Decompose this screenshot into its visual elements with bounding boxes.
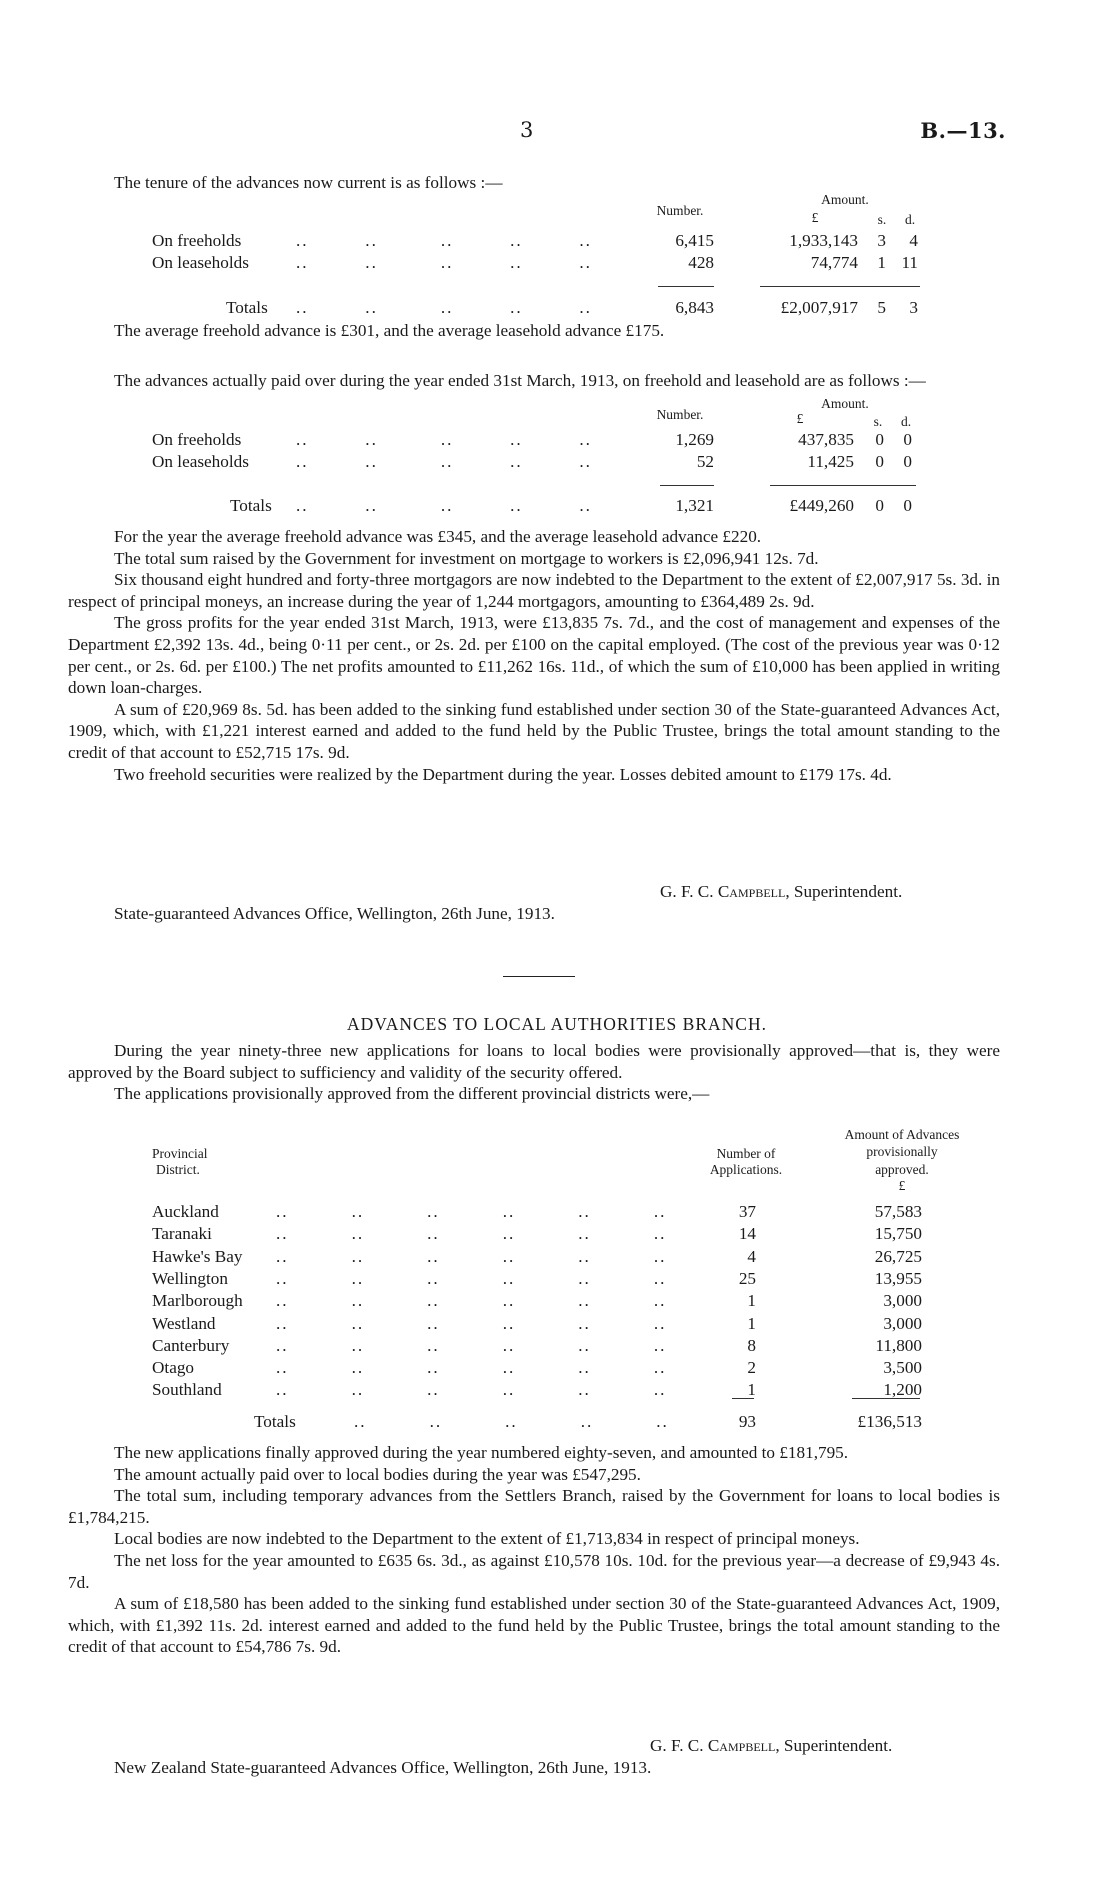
leader-dots: .. .. .. .. .. .. [276, 1246, 667, 1266]
table-cell-amount: 3,500 [883, 1358, 922, 1378]
table-row-district: Canterbury [152, 1335, 230, 1355]
table-row-district: Auckland [152, 1202, 219, 1221]
paragraph: The total sum raised by the Government for investment on mortgage to workers is £2,096,941 12s. 7d. [114, 548, 819, 568]
table-cell-pence: 0 [903, 430, 912, 449]
table-total-pence: 0 [903, 496, 912, 515]
col-header-applications: Number of [716, 1146, 776, 1161]
leader-dots: .. .. .. .. .. .. [276, 1202, 667, 1221]
col-header-amount: Amount. [821, 396, 869, 411]
table-cell-number: 1,269 [675, 430, 714, 449]
table-total-pence: 3 [909, 298, 918, 317]
paragraph: The net loss for the year amounted to £635 6s. 3d., as against £10,578 10s. 10d. for the previous year—a decrease of £9,943 4s. 7d. [68, 1550, 1000, 1592]
table-cell-applications: 8 [747, 1335, 756, 1355]
local-authorities-paragraphs [68, 1442, 1000, 1658]
table-total-pounds: £449,260 [789, 496, 854, 515]
table-cell-pence: 4 [909, 231, 918, 250]
table-total-shillings: 5 [877, 298, 886, 317]
paragraph: The new applications finally approved during the year numbered eighty-seven, and amounted to £181,795. [114, 1443, 849, 1462]
leader-dots: .. .. .. .. .. [296, 496, 592, 515]
paragraph: Local bodies are now indebted to the Department to the extent of £1,713,834 in respect of principal moneys. [114, 1529, 860, 1549]
table-cell-amount: 26,725 [874, 1246, 922, 1266]
leader-dots: .. .. .. .. .. .. [276, 1335, 667, 1355]
signature-title: , Superintendent. [775, 1736, 893, 1755]
paragraph: A sum of £20,969 8s. 5d. has been added to the sinking fund established under section 30 of the State-guaranteed Advances Act, 1909, which, with £1,221 interest earned and added to the fund held by the Public Trustee, brings the total amount standing to the credit of that account to £52,715 17s. 9d. [68, 699, 1000, 762]
table-cell-applications: 14 [738, 1224, 756, 1244]
col-header-amount: provisionally [866, 1144, 938, 1159]
table-cell-pounds: 11,425 [807, 452, 854, 471]
table-cell-amount: 3,000 [883, 1313, 922, 1333]
table-row-label: On freeholds [152, 231, 242, 250]
table-rule [852, 1398, 920, 1399]
table-cell-number: 6,415 [675, 231, 714, 250]
table-cell-shillings: 1 [877, 253, 886, 272]
leader-dots: .. .. .. .. .. [296, 430, 592, 449]
table-cell-amount: 1,200 [883, 1380, 922, 1400]
table-total-pounds: £2,007,917 [780, 298, 858, 317]
col-header-amount: Amount. [821, 192, 869, 207]
signature-title: , Superintendent. [785, 882, 903, 901]
col-header-pence: d. [904, 212, 916, 227]
section-title: ADVANCES TO LOCAL AUTHORITIES BRANCH. [347, 1014, 767, 1034]
table-cell-amount: 15,750 [874, 1224, 922, 1244]
paragraph: The gross profits for the year ended 31st March, 1913, were £13,835 7s. 7d., and the cost of management and expenses of the Department £2,392 13s. 4d., being 0·11 per cent., or 2s. 2d. per £100 on the capital employed. (The cost of the previous year was 0·12 per cent., or 2s. 6d. per £100.) The net profits amounted to £11,262 16s. 11d., of which the sum of £10,000 has been applied in writing down loan-charges. [68, 613, 1000, 698]
leader-dots: .. .. .. .. .. [296, 452, 592, 471]
table-cell-pence: 11 [901, 253, 918, 272]
col-header-pounds: £ [811, 210, 819, 225]
paragraph: For the year the average freehold advance was £345, and the average leasehold advance £220. [114, 527, 762, 546]
paragraph: A sum of £18,580 has been added to the sinking fund established under section 30 of the State-guaranteed Advances Act, 1909, which, with £1,392 11s. 2d. interest earned and added to the fund held by the Public Trustee, brings the total amount standing to the credit of that account to £54,786 7s. 9d. [68, 1594, 1000, 1657]
col-header-amount: Amount of Advances [844, 1127, 960, 1142]
document-reference: B.—13. [920, 118, 1006, 143]
table-cell-pounds: 437,835 [798, 430, 854, 449]
leader-dots: .. .. .. .. .. .. [276, 1291, 667, 1311]
table-row-district: Taranaki [152, 1224, 212, 1244]
leader-dots: .. .. .. .. .. .. [276, 1313, 667, 1333]
table-cell-pounds: 74,774 [810, 253, 858, 272]
table-rule [732, 1398, 754, 1399]
table-cell-number: 428 [688, 253, 714, 272]
leader-dots: .. .. .. .. .. [296, 253, 592, 272]
col-header-pounds: £ [796, 411, 804, 426]
paragraph: Two freehold securities were realized by the Department during the year. Losses debited amount to £179 17s. 4d. [114, 764, 892, 784]
table-cell-applications: 1 [747, 1313, 756, 1333]
table-total-label: Totals [254, 1412, 296, 1431]
leader-dots: .. .. .. .. .. [296, 231, 592, 250]
col-header-number: Number. [656, 407, 704, 422]
signature-block [650, 1736, 892, 1756]
signature-initials: G. F. C. [650, 1736, 704, 1755]
table-total-number: 1,321 [675, 496, 714, 515]
table-cell-pounds: 1,933,143 [789, 231, 858, 250]
leader-dots: .. .. .. .. .. [296, 298, 592, 317]
table-cell-shillings: 0 [875, 430, 884, 449]
table-row-label: On leaseholds [152, 253, 249, 272]
advances-paid-intro: The advances actually paid over during the year ended 31st March, 1913, on freehold and leasehold are as follows :— [114, 371, 926, 390]
paragraph: The applications provisionally approved from the different provincial districts were,— [114, 1084, 710, 1104]
paragraph: During the year ninety-three new applications for loans to local bodies were provisionally approved—that is, they were approved by the Board subject to sufficiency and validity of the security offered. [68, 1041, 1000, 1082]
table-row-district: Wellington [152, 1268, 228, 1288]
col-header-amount: approved. [875, 1162, 929, 1177]
col-header-applications: Applications. [709, 1162, 783, 1177]
leader-dots: .. .. .. .. .. .. [276, 1268, 667, 1288]
table-row-district: Westland [152, 1313, 216, 1333]
page-number: 3 [520, 118, 534, 142]
table-cell-amount: 3,000 [883, 1291, 922, 1311]
table-cell-amount: 57,583 [874, 1202, 922, 1221]
signature-initials: G. F. C. [660, 882, 714, 901]
table-cell-applications: 37 [738, 1202, 756, 1221]
table-row-district: Hawke's Bay [152, 1246, 243, 1266]
table-row-label: On freeholds [152, 430, 242, 449]
signature-name: Campbell [717, 882, 786, 901]
table-total-label: Totals [226, 298, 268, 317]
table-cell-applications: 2 [747, 1358, 756, 1378]
table-total-label: Totals [230, 496, 272, 515]
table-row-district: Marlborough [152, 1291, 243, 1311]
leader-dots: .. .. .. .. .. [354, 1412, 669, 1431]
leader-dots: .. .. .. .. .. .. [276, 1358, 667, 1378]
table-cell-applications: 1 [747, 1380, 756, 1400]
office-line: State-guaranteed Advances Office, Wellington, 26th June, 1913. [114, 904, 555, 923]
leader-dots: .. .. .. .. .. .. [276, 1380, 667, 1400]
table-row-district: Otago [152, 1358, 195, 1378]
table-total-amount: £136,513 [857, 1412, 922, 1431]
table-row-district: Southland [152, 1380, 222, 1400]
average-note: The average freehold advance is £301, and the average leasehold advance £175. [114, 321, 665, 340]
paragraph: The total sum, including temporary advances from the Settlers Branch, raised by the Government for loans to local bodies is £1,784,215. [68, 1486, 1000, 1527]
col-header-district: District. [156, 1162, 200, 1177]
table-cell-amount: 13,955 [874, 1268, 922, 1288]
table-total-shillings: 0 [875, 496, 884, 515]
table-cell-number: 52 [696, 452, 714, 471]
col-header-pounds: £ [898, 1178, 906, 1193]
col-header-shillings: s. [877, 212, 887, 227]
col-header-district: Provincial [152, 1146, 208, 1161]
table-cell-shillings: 3 [877, 231, 886, 250]
col-header-number: Number. [656, 203, 704, 218]
signature-name: Campbell [707, 1736, 776, 1755]
table-cell-pence: 0 [903, 452, 912, 471]
paragraph: The amount actually paid over to local bodies during the year was £547,295. [114, 1464, 641, 1484]
tenure-intro: The tenure of the advances now current is as follows :— [114, 173, 503, 192]
table-cell-shillings: 0 [875, 452, 884, 471]
paragraph: Six thousand eight hundred and forty-three mortgagors are now indebted to the Department to the extent of £2,007,917 5s. 3d. in respect of principal moneys, an increase during the year of 1,244 mortgagors, amounting to £364,489 2s. 9d. [68, 570, 1000, 611]
table-total-applications: 93 [738, 1412, 756, 1431]
leader-dots: .. .. .. .. .. .. [276, 1224, 667, 1244]
table-cell-amount: 11,800 [875, 1335, 922, 1355]
table-total-number: 6,843 [675, 298, 714, 317]
office-line: New Zealand State-guaranteed Advances Office, Wellington, 26th June, 1913. [114, 1758, 652, 1777]
table-cell-applications: 4 [747, 1246, 756, 1266]
col-header-shillings: s. [873, 414, 883, 429]
table-cell-applications: 1 [747, 1291, 756, 1311]
table-row-label: On leaseholds [152, 452, 249, 471]
col-header-pence: d. [900, 414, 912, 429]
table-cell-applications: 25 [738, 1268, 756, 1288]
